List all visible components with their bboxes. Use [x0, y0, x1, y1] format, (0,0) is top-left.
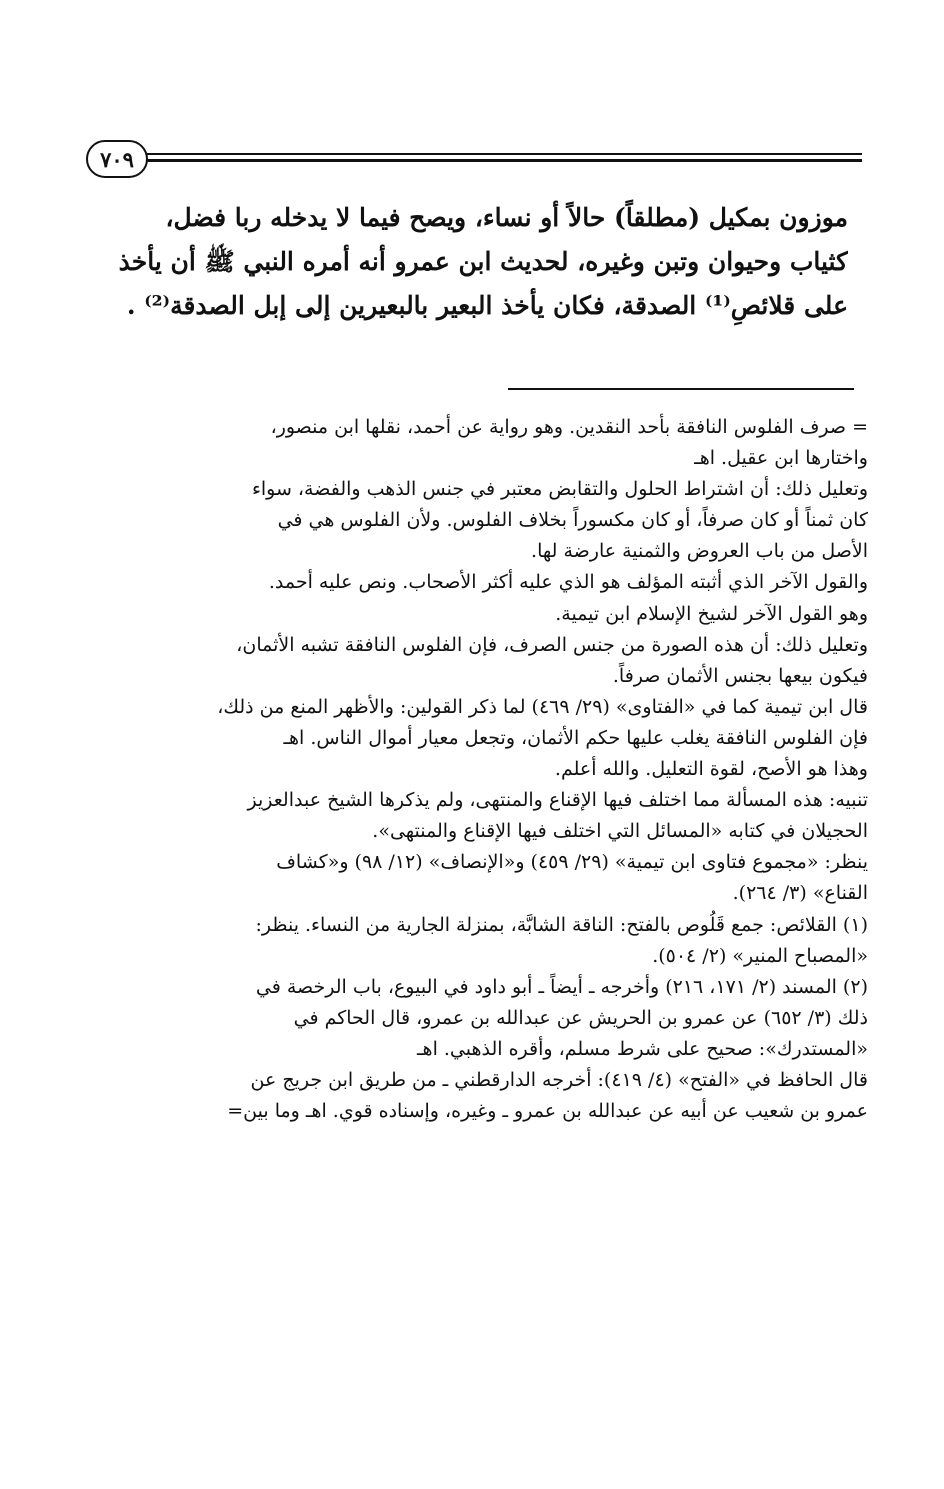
footnote-line: وتعليل ذلك: أن هذه الصورة من جنس الصرف، فإن الفلوس النافقة تشبه الأثمان، — [236, 633, 868, 656]
main-line: على قلائصِ⁽¹⁾ الصدقة، فكان يأخذ البعير بالبعيرين إلى إبل الصدقة⁽²⁾ . — [126, 291, 848, 320]
footnote-line: عمرو بن شعيب عن أبيه عن عبدالله بن عمرو ـ وغيره، وإسناده قوي. اهـ وما بين= — [227, 1100, 868, 1123]
footnote-line: والقول الآخر الذي أثبته المؤلف هو الذي عليه أكثر الأصحاب. ونص عليه أحمد. — [268, 571, 868, 594]
footnote-line: ذلك (٣/ ٦٥٢) عن عمرو بن الحريش عن عبدالله بن عمرو، قال الحاكم في — [293, 1006, 868, 1029]
main-line: كثياب وحيوان وتبن وغيره، لحديث ابن عمرو أنه أمره النبي ﷺ أن يأخذ — [118, 247, 848, 276]
footnote-line: قال الحافظ في «الفتح» (٤/ ٤١٩): أخرجه الدارقطني ـ من طريق ابن جريج عن — [250, 1068, 868, 1091]
footnote-line: الحجيلان في كتابه «المسائل التي اختلف فيها الإقناع والمنتهى». — [372, 820, 868, 843]
main-line: موزون بمكيل (مطلقاً) حالاً أو نساء، ويصح فيما لا يدخله ربا فضل، — [165, 203, 848, 232]
header-rule-thick — [146, 159, 862, 162]
footnote-line: القناع» (٣/ ٢٦٤). — [732, 882, 868, 905]
footnote-line: «المصباح المنير» (٢/ ٥٠٤). — [652, 944, 868, 967]
footnote-separator — [508, 388, 854, 390]
footnote-line: ينظر: «مجموع فتاوى ابن تيمية» (٢٩/ ٤٥٩) و«الإنصاف» (١٢/ ٩٨) و«كشاف — [276, 851, 868, 874]
footnote-line: = صرف الفلوس النافقة بأحد النقدين. وهو رواية عن أحمد، نقلها ابن منصور، — [270, 416, 868, 438]
footnote-line: تنبيه: هذه المسألة مما اختلف فيها الإقناع والمنتهى، ولم يذكرها الشيخ عبدالعزيز — [247, 789, 868, 812]
footnote-line: واختارها ابن عقيل. اهـ — [694, 447, 868, 470]
header-rule — [146, 153, 862, 155]
footnotes — [98, 412, 868, 1127]
footnote-line: وتعليل ذلك: أن اشتراط الحلول والتقابض معتبر في جنس الذهب والفضة، سواء — [251, 478, 868, 501]
footnote-line: (١) القلائص: جمع قَلُوص بالفتح: الناقة الشابَّة، بمنزلة الجارية من النساء. ينظر: — [255, 913, 868, 936]
page-header — [86, 140, 862, 188]
footnote-line: فيكون بيعها بجنس الأثمان صرفاً. — [612, 664, 868, 687]
footnote-line: (٢) المسند (٢/ ١٧١، ٢١٦) وأخرجه ـ أيضاً ـ أبو داود في البيوع، باب الرخصة في — [255, 975, 868, 998]
footnote-line: الأصل من باب العروض والثمنية عارضة لها. — [531, 540, 868, 563]
footnote-line: «المستدرك»: صحيح على شرط مسلم، وأقره الذهبي. اهـ — [416, 1037, 868, 1060]
main-text — [98, 196, 848, 328]
footnote-line: قال ابن تيمية كما في «الفتاوى» (٢٩/ ٤٦٩) لما ذكر القولين: والأظهر المنع من ذلك، — [217, 695, 868, 718]
footnote-line: كان ثمناً أو كان صرفاً، أو كان مكسوراً بخلاف الفلوس. ولأن الفلوس هي في — [277, 509, 868, 532]
page-number-badge: ٧٠٩ — [86, 140, 148, 178]
footnote-line: وهو القول الآخر لشيخ الإسلام ابن تيمية. — [555, 602, 868, 625]
footnote-line: فإن الفلوس النافقة يغلب عليها حكم الأثمان، وتجعل معيار أموال الناس. اهـ — [283, 726, 868, 749]
footnote-line: وهذا هو الأصح، لقوة التعليل. والله أعلم. — [554, 758, 868, 781]
